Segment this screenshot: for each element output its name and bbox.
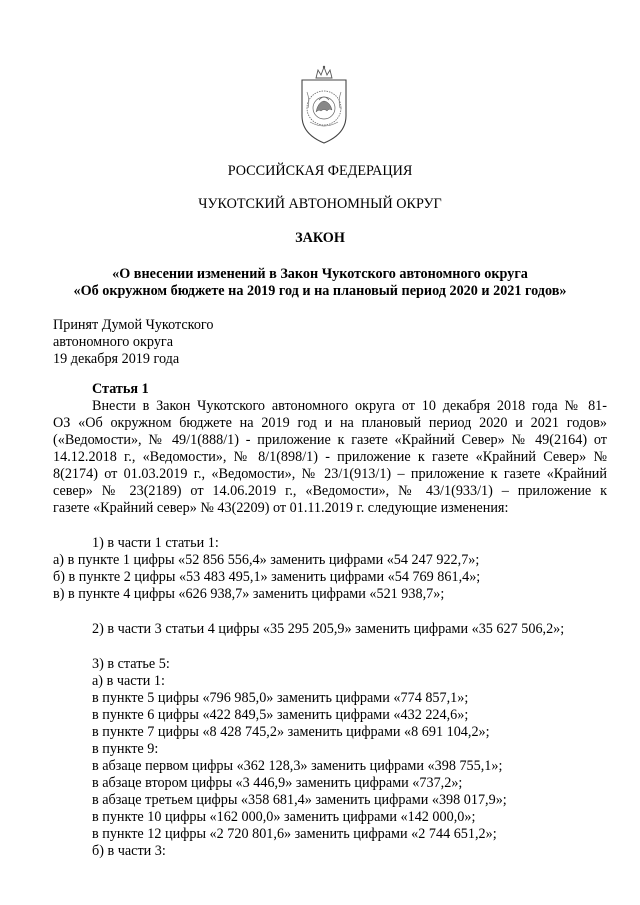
document-type-heading: ЗАКОН <box>295 230 345 246</box>
amendment-item: в пункте 6 цифры «422 849,5» заменить цифрами «432 224,6»; <box>92 707 469 723</box>
amendment-item: 3) в статье 5: <box>92 656 170 672</box>
coat-of-arms-emblem <box>296 64 352 146</box>
amendment-item: в) в пункте 4 цифры «626 938,7» заменить цифрами «521 938,7»; <box>53 586 445 602</box>
adopted-date: 19 декабря 2019 года <box>53 351 180 367</box>
intro-line: газете «Крайний север» № 43(2209) от 01.11.2019 г. следующие изменения: <box>53 500 509 516</box>
intro-line: север» № 23(2189) от 14.06.2019 г., «Ведомости», № 43/1(933/1) – приложение к <box>53 483 607 499</box>
amendment-item: в пункте 10 цифры «162 000,0» заменить цифрами «142 000,0»; <box>92 809 476 825</box>
country-heading: РОССИЙСКАЯ ФЕДЕРАЦИЯ <box>227 163 413 179</box>
law-title-line-2: «Об окружном бюджете на 2019 год и на плановый период 2020 и 2021 годов» <box>73 283 567 299</box>
adopted-line-1: Принят Думой Чукотского <box>53 317 214 333</box>
intro-line: («Ведомости», № 49/1(888/1) - приложение к газете «Крайний Север» № 49(2164) от <box>53 432 607 448</box>
intro-line: 14.12.2018 г., «Ведомости», № 8/1(898/1) - приложение к газете «Крайний Север» № <box>53 449 607 465</box>
intro-line: Внести в Закон Чукотского автономного округа от 10 декабря 2018 года № 81- <box>92 398 607 414</box>
region-heading: ЧУКОТСКИЙ АВТОНОМНЫЙ ОКРУГ <box>198 196 442 212</box>
amendment-item: а) в части 1: <box>92 673 165 689</box>
amendment-item: 2) в части 3 статьи 4 цифры «35 295 205,9» заменить цифрами «35 627 506,2»; <box>92 621 565 637</box>
amendment-item: в пункте 5 цифры «796 985,0» заменить цифрами «774 857,1»; <box>92 690 469 706</box>
amendment-item: в абзаце втором цифры «3 446,9» заменить цифрами «737,2»; <box>92 775 463 791</box>
amendment-item: в пункте 12 цифры «2 720 801,6» заменить цифрами «2 744 651,2»; <box>92 826 497 842</box>
article-heading: Статья 1 <box>92 381 149 397</box>
adopted-line-2: автономного округа <box>53 334 174 350</box>
amendment-item: в пункте 9: <box>92 741 159 757</box>
intro-line: 8(2174) от 01.03.2019 г., «Ведомости», № 23/1(913/1) – приложение к газете «Крайний <box>53 466 607 482</box>
amendment-item: а) в пункте 1 цифры «52 856 556,4» заменить цифрами «54 247 922,7»; <box>53 552 480 568</box>
law-title-line-1: «О внесении изменений в Закон Чукотского автономного округа <box>112 266 528 282</box>
amendment-item: 1) в части 1 статьи 1: <box>92 535 219 551</box>
amendment-item: в абзаце третьем цифры «358 681,4» заменить цифрами «398 017,9»; <box>92 792 507 808</box>
amendment-item: б) в пункте 2 цифры «53 483 495,1» заменить цифрами «54 769 861,4»; <box>53 569 481 585</box>
amendment-item: в абзаце первом цифры «362 128,3» заменить цифрами «398 755,1»; <box>92 758 503 774</box>
amendment-item: б) в части 3: <box>92 843 166 859</box>
intro-line: ОЗ «Об окружном бюджете на 2019 год и на плановый период 2020 и 2021 годов» <box>53 415 607 431</box>
amendment-item: в пункте 7 цифры «8 428 745,2» заменить цифрами «8 691 104,2»; <box>92 724 490 740</box>
